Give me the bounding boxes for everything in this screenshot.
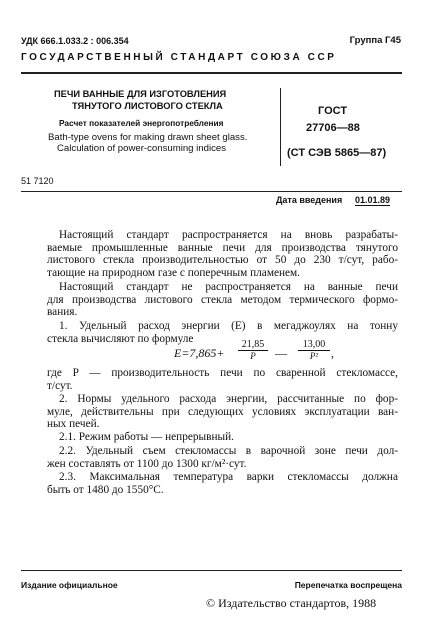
text-line: 2.3. Максимальная температура варки стекломассы должна bbox=[59, 471, 398, 483]
english-title-line-1: Bath-type ovens for making drawn sheet glass. bbox=[48, 132, 248, 143]
paragraph-clause-2-2 bbox=[47, 445, 398, 470]
okp-code: 51 7120 bbox=[21, 176, 54, 186]
text-line: 2.2. Удельный съем стекломассы в варочной зоне печи дол- bbox=[59, 445, 398, 457]
text-line: стекла вычисляют по формуле bbox=[47, 332, 194, 345]
formula-fraction-2 bbox=[298, 339, 330, 362]
title-bottom-rule bbox=[21, 191, 402, 192]
paragraph-clause-2-1 bbox=[47, 431, 398, 444]
gost-label: ГОСТ bbox=[318, 105, 348, 117]
formula-denominator-1: P bbox=[250, 351, 256, 361]
formula-numerator-1: 21,85 bbox=[241, 339, 265, 350]
group-code: Группа Г45 bbox=[349, 35, 401, 46]
formula-denominator-2: P² bbox=[309, 351, 319, 361]
sev-number: (СТ СЭВ 5865—87) bbox=[287, 147, 387, 159]
gost-number: 27706—88 bbox=[306, 122, 360, 134]
text-line: жен составлять от 1100 до 1300 кг/м²·сут. bbox=[47, 457, 247, 470]
formula-comma: , bbox=[331, 346, 334, 360]
formula-lhs: E=7,865+ bbox=[174, 346, 225, 360]
formula-numerator-2: 13,00 bbox=[302, 339, 326, 350]
text-line: ных печей. bbox=[47, 418, 100, 430]
text-line: 2. Нормы удельного расхода энергии, рассчитанные по фор- bbox=[59, 393, 398, 405]
standard-banner: ГОСУДАРСТВЕННЫЙ СТАНДАРТ СОЮЗА ССР bbox=[21, 52, 337, 63]
official-edition: Издание официальное bbox=[21, 580, 118, 590]
text-line: вания. bbox=[47, 306, 78, 318]
paragraph-exclusion bbox=[47, 281, 398, 319]
paragraph-where bbox=[47, 367, 398, 392]
text-line: тающие на природном газе с поперечным пламенем. bbox=[47, 266, 301, 279]
paragraph-clause-2-3 bbox=[47, 471, 398, 496]
reprint-notice: Перепечатка воспрещена bbox=[294, 580, 402, 590]
paragraph-clause-1 bbox=[47, 320, 398, 345]
header-rule bbox=[21, 72, 402, 74]
copyright: © Издательство стандартов, 1988 bbox=[206, 596, 377, 610]
title-line-1: ПЕЧИ ВАННЫЕ ДЛЯ ИЗГОТОВЛЕНИЯ bbox=[54, 89, 227, 99]
footer-rule bbox=[21, 570, 402, 571]
udk-code: УДК 666.1.033.2 : 006.354 bbox=[21, 36, 129, 46]
intro-date-label: Дата введения bbox=[276, 195, 343, 205]
text-line: 2.1. Режим работы — непрерывный. bbox=[59, 431, 234, 443]
formula-minus: — bbox=[275, 346, 287, 360]
text-line: Настоящий стандарт не распространяется на ванные печи bbox=[59, 281, 398, 293]
text-line: где P — производительность печи по сваренной стекломассе, bbox=[47, 367, 398, 379]
text-line: Настоящий стандарт распространяется на вновь разрабаты- bbox=[59, 229, 398, 241]
formula-fraction-1 bbox=[238, 339, 268, 362]
title-line-2: ТЯНУТОГО ЛИСТОВОГО СТЕКЛА bbox=[72, 101, 223, 111]
text-line: листового стекла производительностью от 50 до 230 т/сут, рабо- bbox=[47, 254, 398, 266]
text-line: 1. Удельный расход энергии (E) в мегаджоулях на тонну bbox=[59, 320, 398, 332]
title-subtitle: Расчет показателей энергопотребления bbox=[59, 118, 224, 128]
text-line: быть от 1480 до 1550°С. bbox=[47, 483, 164, 496]
text-line: муле, действительны при следующих условиях эксплуатации ван- bbox=[47, 405, 398, 418]
paragraph-clause-2 bbox=[47, 393, 398, 431]
english-title-line-2: Calculation of power-consuming indices bbox=[57, 143, 227, 154]
paragraph-scope bbox=[47, 229, 398, 279]
text-line: ваемые промышленные ванные печи для производства тянутого bbox=[47, 241, 398, 254]
text-line: для производства листового стекла методом термического формо- bbox=[47, 293, 398, 306]
title-divider bbox=[280, 88, 281, 166]
text-line: т/сут. bbox=[47, 379, 73, 392]
intro-date-value: 01.01.89 bbox=[355, 195, 391, 205]
